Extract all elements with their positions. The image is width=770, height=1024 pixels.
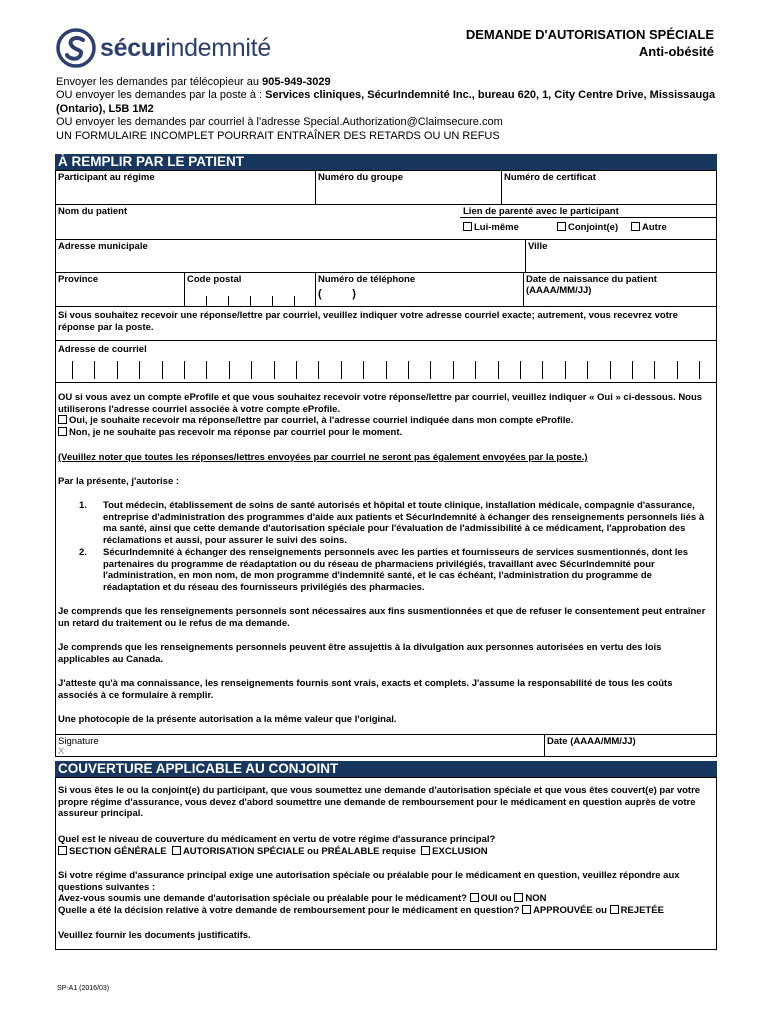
divider xyxy=(501,170,502,204)
signature-label: Signature xyxy=(58,736,99,747)
spouse-section-header: COUVERTURE APPLICABLE AU CONJOINT xyxy=(55,761,717,777)
relationship-other-option[interactable]: Autre xyxy=(631,222,667,233)
email-char-tick xyxy=(677,361,678,379)
email-field[interactable] xyxy=(55,342,150,357)
email-char-tick xyxy=(229,361,230,379)
consent-paragraph-4: Une photocopie de la présente autorisation a la même valeur que l'original. xyxy=(58,714,397,725)
email-char-tick xyxy=(296,361,297,379)
email-char-tick xyxy=(520,361,521,379)
decision-rejected-option[interactable]: REJETÉE xyxy=(610,905,664,916)
consent-paragraph-3: J'atteste qu'à ma connaissance, les renseignements fournis sont vrais, exacts et complets. J'assume la responsabilité de tous les coûts associés à ce formulaire à remplir. xyxy=(58,678,673,701)
email-char-tick xyxy=(453,361,454,379)
divider xyxy=(315,272,316,306)
email-instruction: OU envoyer les demandes par courriel à l'adresse Special.Authorization@Claimsecure.com xyxy=(56,116,503,129)
divider xyxy=(55,340,717,341)
authorization-intro: Par la présente, j'autorise : xyxy=(58,476,180,487)
birthdate-field[interactable] xyxy=(523,272,717,306)
email-char-tick xyxy=(610,361,611,379)
fax-label: Envoyer les demandes par télécopieur au xyxy=(56,76,263,88)
email-char-tick xyxy=(363,361,364,379)
signature-x-mark: X xyxy=(58,746,65,757)
signature-date-label: Date (AAAA/MM/JJ) xyxy=(547,736,636,747)
patient-section-header: À REMPLIR PAR LE PATIENT xyxy=(55,154,717,170)
street-address-label: Adresse municipale xyxy=(58,241,148,252)
phone-label: Numéro de téléphone xyxy=(318,274,416,285)
certificate-number-field[interactable] xyxy=(501,170,717,204)
group-number-field[interactable] xyxy=(315,170,501,204)
postal-tick xyxy=(206,296,207,306)
eprofile-yes-option[interactable]: Oui, je souhaite recevoir ma réponse/lettre par courriel, à l'adresse courriel indiquée dans mon compte eProfile. xyxy=(58,415,710,427)
email-char-tick xyxy=(72,361,73,379)
incomplete-warning: UN FORMULAIRE INCOMPLET POURRAIT ENTRAÎNER DES RETARDS OU UN REFUS xyxy=(56,129,500,142)
email-char-tick xyxy=(139,361,140,379)
consent-paragraph-2: Je comprends que les renseignements personnels peuvent être assujettis à la divulgation aux personnes autorisées en vertu des lois applicables au Canada. xyxy=(58,642,662,665)
email-char-tick xyxy=(699,361,700,379)
eprofile-no-option[interactable]: Non, je ne souhaite pas recevoir ma réponse par courriel pour le moment. xyxy=(58,427,710,439)
decision-approved-option[interactable]: APPROUVÉE ou xyxy=(522,905,607,916)
divider xyxy=(184,272,185,306)
checkbox[interactable] xyxy=(631,222,640,231)
signature-date-field[interactable] xyxy=(544,734,717,757)
email-char-tick xyxy=(94,361,95,379)
signature-field[interactable] xyxy=(55,734,544,757)
checkbox[interactable] xyxy=(522,905,531,914)
authorization-item-2: 2. SécurIndemnité à échanger des renseignements personnels avec les parties et fournisseurs de services susmentionnés, dont les partenaires du programme de réadaptation ou du réseau de pharmaciens privilégiés, travaillant avec SécurIndemnité pour l'administration, en mon nom, de mon programme d'indemnité santé, et le cas échéant, l'administration du programme de réadaptation et du réseau des fournisseurs privilégiés des pharmacies. xyxy=(79,547,689,593)
checkbox[interactable] xyxy=(172,846,181,855)
supporting-docs-note: Veuillez fournir les documents justificatifs. xyxy=(58,930,251,941)
logo-swoosh-icon xyxy=(56,28,96,68)
email-label: Adresse de courriel xyxy=(58,344,147,355)
mail-label: OU envoyer les demandes par la poste à : xyxy=(56,89,266,102)
checkbox[interactable] xyxy=(58,427,67,436)
form-title: DEMANDE D'AUTORISATION SPÉCIALE xyxy=(465,27,714,42)
street-address-field[interactable] xyxy=(55,239,525,272)
email-intro-text: Si vous souhaitez recevoir une réponse/lettre par courriel, veuillez indiquer votre adresse courriel exacte; autrement, vous recevrez votre réponse par la poste. xyxy=(58,310,678,333)
consent-paragraph-1: Je comprends que les renseignements personnels sont nécessaires aux fins susmentionnées et que de refuser le consentement peut entraîner un retard du traitement ou le refus de ma demande. xyxy=(58,606,706,629)
email-char-tick xyxy=(251,361,252,379)
divider xyxy=(315,170,316,204)
mail-address: Services cliniques, SécurIndemnité Inc., bureau 620, 1, City Centre Drive, Mississauga (Ontario), L5B 1M2 xyxy=(56,89,716,115)
email-char-tick xyxy=(654,361,655,379)
coverage-question xyxy=(58,834,712,857)
checkbox[interactable] xyxy=(557,222,566,231)
coverage-special-option[interactable]: AUTORISATION SPÉCIALE ou PRÉALABLE requise xyxy=(172,846,416,857)
phone-field[interactable] xyxy=(315,272,523,306)
email-char-tick xyxy=(632,361,633,379)
email-char-tick xyxy=(587,361,588,379)
birthdate-format: (AAAA/MM/JJ) xyxy=(526,285,592,296)
checkbox[interactable] xyxy=(470,893,479,902)
postal-tick xyxy=(228,296,229,306)
relationship-label: Lien de parenté avec le participant xyxy=(463,206,619,217)
divider xyxy=(55,382,717,383)
checkbox[interactable] xyxy=(610,905,619,914)
participant-label: Participant au régime xyxy=(58,172,155,183)
participant-field[interactable] xyxy=(55,170,315,204)
authorization-item-1: 1. Tout médecin, établissement de soins de santé autorisés et hôpital et toute clinique, installation médicale, compagnie d'assurance, entreprise d'administration des programmes d'aide aux patients et SécurIndemnité à échanger des renseignements personnels liés à ma santé, ainsi que cette demande d'autorisation spéciale pour l'évaluation de l'admissibilité à ce médicament, l'approbation des réclamations et aussi, pour assurer le suivi des soins. xyxy=(79,500,705,546)
prior-auth-questions xyxy=(58,870,712,916)
relationship-spouse-option[interactable]: Conjoint(e) xyxy=(557,222,631,233)
submission-instructions xyxy=(56,76,716,143)
patient-name-label: Nom du patient xyxy=(58,206,128,217)
group-number-label: Numéro du groupe xyxy=(318,172,403,183)
province-field[interactable] xyxy=(55,272,184,306)
divider xyxy=(55,306,717,307)
phone-mask: ( ) xyxy=(318,288,356,300)
checkbox[interactable] xyxy=(514,893,523,902)
logo-wordmark: sécurindemnité xyxy=(100,33,271,62)
decision-question: Quelle a été la décision relative à votre demande de remboursement pour le médicament en question? xyxy=(58,904,520,916)
postal-tick xyxy=(250,296,251,306)
postal-tick xyxy=(294,296,295,306)
form-title-block xyxy=(466,27,714,59)
email-char-tick xyxy=(318,361,319,379)
email-char-tick xyxy=(117,361,118,379)
coverage-general-option[interactable]: SECTION GÉNÉRALE xyxy=(58,846,167,857)
prior-auth-intro: Si votre régime d'assurance principal exige une autorisation spéciale ou préalable pour le médicament en question, veuillez répondre aux questions suivantes : xyxy=(58,870,680,893)
divider xyxy=(460,217,717,218)
email-char-tick xyxy=(430,361,431,379)
form-subtitle: Anti-obésité xyxy=(638,44,714,59)
city-label: Ville xyxy=(528,241,548,252)
email-note: (Veuillez noter que toutes les réponses/lettres envoyées par courriel ne seront pas également envoyées par la poste.) xyxy=(58,452,588,463)
email-char-tick xyxy=(498,361,499,379)
postal-tick xyxy=(272,296,273,306)
email-char-tick xyxy=(565,361,566,379)
form-code: SP-A1 (2016/03) xyxy=(57,985,110,992)
email-char-tick xyxy=(386,361,387,379)
certificate-number-label: Numéro de certificat xyxy=(504,172,596,183)
checkbox[interactable] xyxy=(58,846,67,855)
fax-number: 905-949-3029 xyxy=(262,76,331,88)
email-char-tick xyxy=(542,361,543,379)
relationship-self-option[interactable]: Lui-même xyxy=(463,222,557,233)
divider xyxy=(525,239,526,272)
email-char-tick xyxy=(184,361,185,379)
prior-auth-question: Avez-vous soumis une demande d'autorisation spéciale ou préalable pour le médicament? xyxy=(58,893,467,904)
checkbox[interactable] xyxy=(421,846,430,855)
prior-auth-no-option[interactable]: NON xyxy=(514,893,546,904)
city-field[interactable] xyxy=(525,239,717,272)
divider xyxy=(523,272,524,306)
checkbox[interactable] xyxy=(463,222,472,231)
email-char-tick xyxy=(206,361,207,379)
checkbox[interactable] xyxy=(58,415,67,424)
email-char-tick xyxy=(162,361,163,379)
email-char-tick xyxy=(408,361,409,379)
coverage-exclusion-option[interactable]: EXCLUSION xyxy=(421,846,487,857)
patient-name-field[interactable] xyxy=(55,204,460,239)
email-char-tick xyxy=(341,361,342,379)
province-label: Province xyxy=(58,274,99,285)
eprofile-block xyxy=(58,392,710,438)
postal-code-label: Code postal xyxy=(187,274,242,285)
prior-auth-yes-option[interactable]: OUI ou xyxy=(470,893,512,904)
company-logo xyxy=(56,28,271,68)
coverage-question-text: Quel est le niveau de couverture du médicament en vertu de votre régime d'assurance principal? xyxy=(58,834,496,845)
relationship-field xyxy=(460,204,717,239)
email-char-tick xyxy=(475,361,476,379)
eprofile-text: OU si vous avez un compte eProfile et que vous souhaitez recevoir votre réponse/lettre par courriel, veuillez indiquer « Oui » ci-dessous. Nous utiliserons l'adresse courriel associée à votre compte eProfile. xyxy=(58,392,703,415)
birthdate-label: Date de naissance du patient xyxy=(526,274,657,285)
email-char-tick xyxy=(274,361,275,379)
spouse-intro: Si vous êtes le ou la conjoint(e) du participant, que vous soumettez une demande d'autorisation spéciale et que vous êtes couvert(e) par votre propre régime d'assurance, vous devez d'abord soumettre une demande de remboursement pour le médicament en question auprès de votre assureur principal. xyxy=(58,785,701,819)
